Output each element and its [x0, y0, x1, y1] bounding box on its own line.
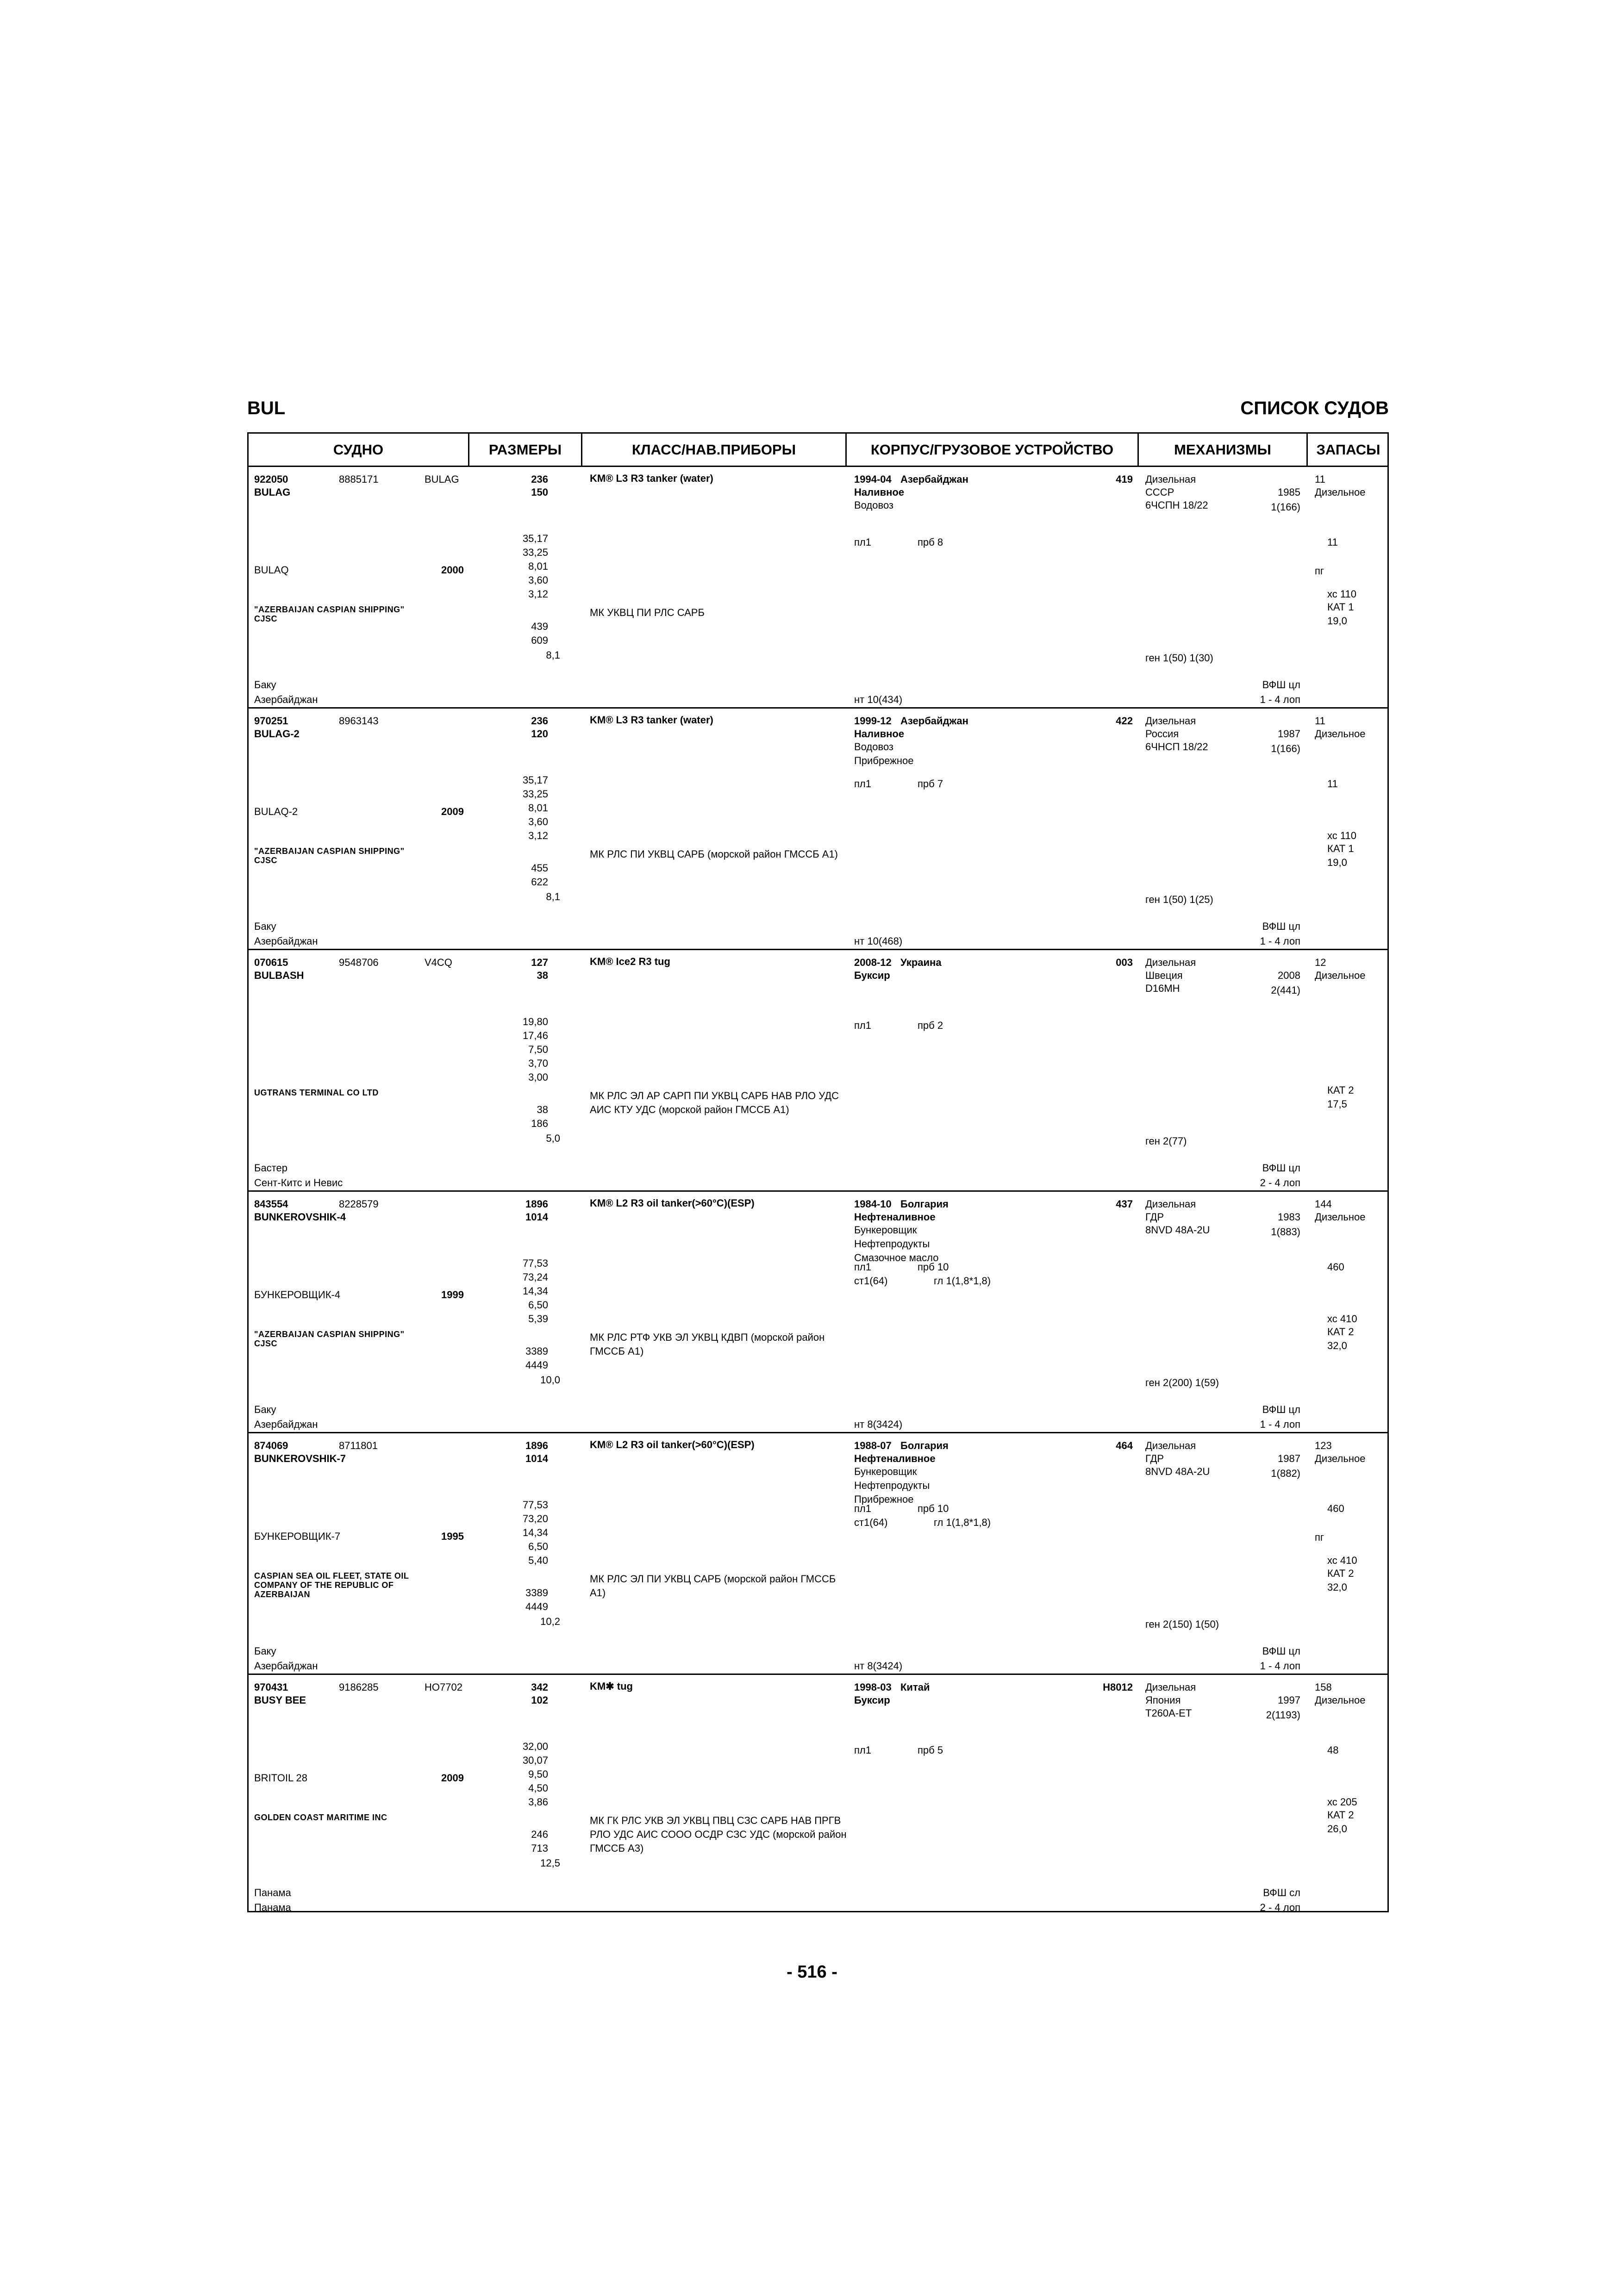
port-of-registry: Бастер: [254, 1162, 287, 1174]
cargo-types: [854, 1223, 938, 1265]
dims-item: 73,20: [522, 1513, 548, 1524]
imo-number: 8963143: [339, 715, 379, 727]
dims-item: 6,50: [528, 1541, 548, 1552]
dims-item: 3,60: [528, 816, 548, 828]
table-header: [249, 434, 1387, 467]
engine-country: ГДР: [1145, 1453, 1164, 1464]
fuel-tanks: нт 8(3424): [854, 1660, 903, 1672]
engine-type: Дизельная: [1145, 473, 1196, 485]
category: КАТ 1: [1327, 843, 1354, 854]
build-date: 1999-12: [854, 715, 892, 727]
fuel-tanks: нт 8(3424): [854, 1419, 903, 1430]
dimensions-list: [469, 1257, 548, 1326]
category-value: 19,0: [1327, 857, 1347, 868]
stores-note: пг: [1315, 1531, 1324, 1543]
cargo-item: Прибрежное: [854, 1493, 914, 1505]
column-header-vessel: СУДНО: [249, 434, 469, 466]
engine-model: 6ЧНСП 18/22: [1145, 741, 1208, 753]
ship-record: [249, 1192, 1387, 1433]
decks: пл1: [854, 1744, 871, 1756]
generators: ген 2(200) 1(59): [1145, 1377, 1219, 1388]
speed: 5,0: [546, 1132, 560, 1144]
fuel-kind: Дизельное: [1315, 1211, 1366, 1223]
propulsion: ВФШ сл: [1263, 1887, 1300, 1898]
ship-owner: "AZERBAIJAN CASPIAN SHIPPING" CJSC: [254, 605, 405, 623]
hull-number: H8012: [1103, 1681, 1133, 1693]
generators: ген 2(150) 1(50): [1145, 1618, 1219, 1630]
decks: пл1: [854, 536, 871, 548]
hull-number: 419: [1116, 473, 1133, 485]
engine-year: 2008: [1278, 970, 1300, 981]
former-name: BULAQ-2: [254, 806, 298, 817]
registry-number: 970251: [254, 715, 288, 727]
imo-number: 8711801: [339, 1440, 378, 1451]
dims-item: 14,34: [522, 1285, 548, 1297]
engine-country: СССР: [1145, 486, 1174, 498]
dimensions-list: [469, 773, 548, 843]
crew: 144: [1315, 1198, 1332, 1210]
hull-number: 422: [1116, 715, 1133, 727]
dims-item: 35,17: [522, 533, 548, 544]
engine-type: Дизельная: [1145, 1440, 1196, 1451]
flag-country: Азербайджан: [254, 935, 318, 947]
ship-name: BULAG-2: [254, 728, 300, 740]
cargo-types: [854, 1465, 930, 1506]
dims-item: 3,12: [528, 588, 548, 600]
flag-country: Азербайджан: [254, 1660, 318, 1672]
decks: пл1: [854, 1503, 871, 1514]
ship-owner: CASPIAN SEA OIL FLEET, STATE OIL COMPANY OF THE REPUBLIC OF AZERBAIJAN: [254, 1571, 409, 1599]
engine-type: Дизельная: [1145, 1681, 1196, 1693]
dims-item: 7,50: [528, 1044, 548, 1055]
ship-name: BULAG: [254, 486, 291, 498]
dims-item: 8,01: [528, 560, 548, 572]
bulkheads: прб 8: [918, 536, 943, 548]
net-tonnage: 102: [531, 1694, 548, 1706]
engine-model: D16MH: [1145, 983, 1180, 994]
fuel-kind: Дизельное: [1315, 1453, 1366, 1464]
engine-power: 1(166): [1271, 743, 1300, 754]
cargo-item: Водовоз: [854, 499, 894, 511]
ship-record: [249, 1433, 1387, 1675]
build-country: Азербайджан: [900, 715, 968, 727]
engine-type: Дизельная: [1145, 715, 1196, 727]
propellers: 1 - 4 лоп: [1260, 935, 1300, 947]
class-notation: KM® L2 R3 oil tanker(>60°C)(ESP): [590, 1197, 755, 1209]
ship-name: BULBASH: [254, 970, 304, 981]
port-of-registry: Панама: [254, 1887, 291, 1898]
ship-record: [249, 1675, 1387, 1916]
cargo-item: Нефтепродукты: [854, 1480, 930, 1491]
engine-country: ГДР: [1145, 1211, 1164, 1223]
crew: 123: [1315, 1440, 1332, 1451]
engine-power: 2(1193): [1266, 1709, 1300, 1721]
build-date: 1984-10: [854, 1198, 892, 1210]
propellers: 2 - 4 лоп: [1260, 1902, 1300, 1913]
vessel-type: Буксир: [854, 970, 890, 981]
fuel-tanks: нт 10(434): [854, 694, 903, 705]
stores-amount: 48: [1327, 1744, 1339, 1756]
former-name: BULAQ: [254, 564, 289, 576]
port-of-registry: Баку: [254, 1404, 276, 1415]
cargo-tanks: ст1(64): [854, 1517, 888, 1528]
category: КАТ 2: [1327, 1568, 1354, 1579]
bulkheads: прб 10: [918, 1503, 949, 1514]
column-header-stores: ЗАПАСЫ: [1316, 442, 1380, 458]
dims-item: 5,40: [528, 1555, 548, 1566]
ship-owner: GOLDEN COAST MARITIME INC: [254, 1813, 387, 1822]
ship-name: BUNKEROVSHIK-7: [254, 1453, 346, 1464]
cargo-item: Водовоз: [854, 741, 894, 753]
category-value: 17,5: [1327, 1098, 1347, 1110]
crew: 11: [1315, 715, 1325, 727]
dims-item: 9,50: [528, 1768, 548, 1780]
propellers: 1 - 4 лоп: [1260, 1660, 1300, 1672]
engine-country: Япония: [1145, 1694, 1181, 1706]
former-name-year: 1995: [441, 1531, 464, 1542]
engine-year: 1997: [1278, 1694, 1300, 1706]
cargo-item: Смазочное масло: [854, 1252, 939, 1263]
category-value: 32,0: [1327, 1581, 1347, 1593]
class-notation: KM® L3 R3 tanker (water): [590, 473, 713, 484]
dims-item: 73,24: [522, 1271, 548, 1283]
class-notation: KM✱ tug: [590, 1680, 633, 1692]
imo-number: 9186285: [339, 1681, 379, 1693]
decks: пл1: [854, 1020, 871, 1031]
speed: 10,0: [540, 1374, 560, 1386]
engine-country: Россия: [1145, 728, 1179, 740]
class-notation: KM® L3 R3 tanker (water): [590, 714, 713, 726]
dimensions-list: [469, 1498, 548, 1568]
port-of-registry: Баку: [254, 679, 276, 691]
engine-year: 1987: [1278, 1453, 1300, 1464]
class-notation: KM® Ice2 R3 tug: [590, 956, 670, 967]
dims-item: 19,80: [522, 1016, 548, 1027]
hull-number: 464: [1116, 1440, 1133, 1451]
vessel-type: Наливное: [854, 728, 905, 740]
navigation-equipment: МК УКВЦ ПИ РЛС САРБ: [590, 607, 705, 618]
call-sign: HO7702: [425, 1681, 462, 1693]
imo-number: 9548706: [339, 957, 379, 968]
vessel-type: Буксир: [854, 1694, 890, 1706]
endurance: хс 110: [1327, 830, 1356, 841]
port-of-registry: Баку: [254, 1645, 276, 1657]
speed: 8,1: [546, 891, 560, 902]
propulsion: ВФШ цл: [1262, 1404, 1300, 1415]
vessel-type: Нефтеналивное: [854, 1453, 936, 1464]
generators: ген 2(77): [1145, 1135, 1187, 1147]
ship-record: [249, 709, 1387, 950]
dw-item: 246: [531, 1829, 548, 1840]
call-sign: BULAG: [425, 473, 459, 485]
column-header-hull: КОРПУС/ГРУЗОВОЕ УСТРОЙСТВО: [847, 434, 1139, 466]
fuel-tanks: нт 10(468): [854, 935, 903, 947]
build-country: Китай: [900, 1681, 930, 1693]
dims-item: 77,53: [522, 1499, 548, 1511]
port-of-registry: Баку: [254, 921, 276, 932]
dims-item: 3,86: [528, 1796, 548, 1808]
net-tonnage: 38: [537, 970, 548, 981]
cargo-item: Прибрежное: [854, 755, 914, 766]
crew: 158: [1315, 1681, 1332, 1693]
engine-model: 6ЧСПН 18/22: [1145, 499, 1208, 511]
flag-country: Азербайджан: [254, 1419, 318, 1430]
stores-amount: 460: [1327, 1503, 1344, 1514]
section-code: BUL: [247, 398, 286, 418]
section-title: СПИСОК СУДОВ: [1240, 398, 1389, 418]
registry-number: 070615: [254, 957, 288, 968]
engine-country: Швеция: [1145, 970, 1183, 981]
build-country: Азербайджан: [900, 473, 968, 485]
dims-item: 5,39: [528, 1313, 548, 1325]
dw-item: 439: [531, 621, 548, 632]
stores-amount: 11: [1327, 778, 1338, 790]
dw-item: 38: [537, 1104, 548, 1115]
gross-tonnage: 236: [531, 715, 548, 727]
cargo-tanks: ст1(64): [854, 1275, 888, 1287]
dims-item: 17,46: [522, 1030, 548, 1041]
engine-year: 1985: [1278, 486, 1300, 498]
net-tonnage: 1014: [525, 1211, 548, 1223]
navigation-equipment: МК ГК РЛС УКВ ЭЛ УКВЦ ПВЦ СЗС САРБ НАВ ПРГВ РЛО УДС АИС СООО ОСДР СЗС УДС (морской район ГМССБ А3): [590, 1815, 847, 1854]
build-date: 1994-04: [854, 473, 892, 485]
generators: ген 1(50) 1(25): [1145, 894, 1213, 905]
speed: 8,1: [546, 649, 560, 661]
ship-record: [249, 950, 1387, 1192]
deadweight-list: [469, 861, 548, 889]
propulsion: ВФШ цл: [1262, 921, 1300, 932]
hull-number: 437: [1116, 1198, 1133, 1210]
flag-country: Азербайджан: [254, 694, 318, 705]
propulsion: ВФШ цл: [1262, 1645, 1300, 1657]
dw-item: 4449: [525, 1359, 548, 1371]
net-tonnage: 1014: [525, 1453, 548, 1464]
engine-power: 2(441): [1271, 984, 1300, 996]
propulsion: ВФШ цл: [1262, 679, 1300, 691]
imo-number: 8885171: [339, 473, 379, 485]
deadweight-list: [469, 1103, 548, 1131]
dw-item: 3389: [525, 1587, 548, 1599]
former-name: БУНКЕРОВЩИК-7: [254, 1531, 341, 1542]
stores-amount: 11: [1327, 536, 1338, 548]
bulkheads: прб 2: [918, 1020, 943, 1031]
engine-model: 8NVD 48A-2U: [1145, 1466, 1210, 1477]
endurance: хс 410: [1327, 1555, 1357, 1566]
gross-tonnage: 236: [531, 473, 548, 485]
endurance: хс 410: [1327, 1313, 1357, 1325]
bulkheads: прб 7: [918, 778, 943, 790]
deadweight-list: [469, 1828, 548, 1855]
column-header-machinery: МЕХАНИЗМЫ: [1139, 434, 1308, 466]
dims-item: 33,25: [522, 788, 548, 800]
ship-record: [249, 467, 1387, 709]
decks: пл1: [854, 778, 871, 790]
flag-country: Панама: [254, 1902, 291, 1913]
category-value: 19,0: [1327, 615, 1347, 627]
propellers: 1 - 4 лоп: [1260, 1419, 1300, 1430]
category: КАТ 2: [1327, 1326, 1354, 1338]
navigation-equipment: МК РЛС ЭЛ АР САРП ПИ УКВЦ САРБ НАВ РЛО УДС АИС КТУ УДС (морской район ГМССБ А1): [590, 1090, 839, 1115]
registry-number: 874069: [254, 1440, 288, 1451]
vessel-type: Нефтеналивное: [854, 1211, 936, 1223]
flag-country: Сент-Китс и Невис: [254, 1177, 343, 1188]
build-date: 1988-07: [854, 1440, 892, 1451]
former-name-year: 2009: [441, 806, 464, 817]
column-header-class: КЛАСС/НАВ.ПРИБОРЫ: [582, 434, 847, 466]
dims-item: 8,01: [528, 802, 548, 814]
propulsion: ВФШ цл: [1262, 1162, 1300, 1174]
gross-tonnage: 342: [531, 1681, 548, 1693]
dims-item: 3,70: [528, 1058, 548, 1069]
deadweight-list: [469, 1344, 548, 1372]
propellers: 2 - 4 лоп: [1260, 1177, 1300, 1188]
ship-register-table: [247, 432, 1389, 1912]
fuel-kind: Дизельное: [1315, 486, 1366, 498]
dims-item: 3,60: [528, 574, 548, 586]
endurance: хс 205: [1327, 1796, 1357, 1808]
dimensions-list: [469, 1740, 548, 1809]
dims-item: 30,07: [522, 1755, 548, 1766]
build-country: Болгария: [900, 1440, 949, 1451]
ship-owner: UGTRANS TERMINAL CO LTD: [254, 1088, 379, 1097]
category: КАТ 2: [1327, 1809, 1354, 1821]
gross-tonnage: 127: [531, 957, 548, 968]
former-name-year: 1999: [441, 1289, 464, 1300]
net-tonnage: 120: [531, 728, 548, 740]
dims-item: 35,17: [522, 774, 548, 786]
cargo-item: Нефтепродукты: [854, 1238, 930, 1250]
gross-tonnage: 1896: [525, 1198, 548, 1210]
propellers: 1 - 4 лоп: [1260, 694, 1300, 705]
registry-number: 843554: [254, 1198, 288, 1210]
build-country: Украина: [900, 957, 942, 968]
dims-item: 3,12: [528, 830, 548, 841]
engine-power: 1(883): [1271, 1226, 1300, 1238]
navigation-equipment: МК РЛС РТФ УКВ ЭЛ УКВЦ КДВП (морской район ГМССБ А1): [590, 1332, 825, 1357]
dims-item: 33,25: [522, 547, 548, 558]
net-tonnage: 150: [531, 486, 548, 498]
ship-owner: "AZERBAIJAN CASPIAN SHIPPING" CJSC: [254, 1330, 405, 1348]
column-header-dimensions: РАЗМЕРЫ: [469, 434, 582, 466]
engine-type: Дизельная: [1145, 957, 1196, 968]
dims-item: 32,00: [522, 1741, 548, 1752]
speed: 10,2: [540, 1616, 560, 1627]
crew: 12: [1315, 957, 1326, 968]
build-country: Болгария: [900, 1198, 949, 1210]
dw-item: 186: [531, 1118, 548, 1129]
ship-owner: "AZERBAIJAN CASPIAN SHIPPING" CJSC: [254, 846, 405, 865]
ship-name: BUSY BEE: [254, 1694, 306, 1706]
dims-item: 6,50: [528, 1299, 548, 1311]
navigation-equipment: МК РЛС ЭЛ ПИ УКВЦ САРБ (морской район ГМССБ А1): [590, 1573, 836, 1599]
dims-item: 14,34: [522, 1527, 548, 1538]
crew: 11: [1315, 473, 1325, 485]
decks: пл1: [854, 1261, 871, 1273]
dims-item: 4,50: [528, 1782, 548, 1794]
bulkheads: прб 10: [918, 1261, 949, 1273]
dimensions-list: [469, 532, 548, 601]
former-name: BRITOIL 28: [254, 1772, 307, 1784]
category: КАТ 1: [1327, 601, 1354, 613]
engine-power: 1(166): [1271, 501, 1300, 513]
dw-item: 713: [531, 1842, 548, 1854]
engine-type: Дизельная: [1145, 1198, 1196, 1210]
stores-amount: 460: [1327, 1261, 1344, 1273]
cargo-types: [854, 740, 914, 768]
engine-model: 8NVD 48A-2U: [1145, 1224, 1210, 1236]
imo-number: 8228579: [339, 1198, 379, 1210]
dimensions-list: [469, 1015, 548, 1084]
endurance: хс 110: [1327, 588, 1356, 600]
bulkheads: прб 5: [918, 1744, 943, 1756]
hull-number: 003: [1116, 957, 1133, 968]
former-name-year: 2009: [441, 1772, 464, 1784]
speed: 12,5: [540, 1857, 560, 1869]
former-name-year: 2000: [441, 564, 464, 576]
dw-item: 3389: [525, 1345, 548, 1357]
category-value: 26,0: [1327, 1823, 1347, 1835]
build-date: 2008-12: [854, 957, 892, 968]
generators: ген 1(50) 1(30): [1145, 652, 1213, 664]
registry-number: 922050: [254, 473, 288, 485]
dims-item: 77,53: [522, 1257, 548, 1269]
engine-power: 1(882): [1271, 1468, 1300, 1479]
deadweight-list: [469, 1586, 548, 1614]
engine-model: T260A-ET: [1145, 1707, 1192, 1719]
category-value: 32,0: [1327, 1340, 1347, 1351]
call-sign: V4CQ: [425, 957, 452, 968]
class-notation: KM® L2 R3 oil tanker(>60°C)(ESP): [590, 1439, 755, 1450]
ship-name: BUNKEROVSHIK-4: [254, 1211, 346, 1223]
hatches: гл 1(1,8*1,8): [934, 1517, 991, 1528]
hatches: гл 1(1,8*1,8): [934, 1275, 991, 1287]
cargo-item: Бункеровщик: [854, 1224, 917, 1236]
fuel-kind: Дизельное: [1315, 1694, 1366, 1706]
registry-number: 970431: [254, 1681, 288, 1693]
deadweight-list: [469, 620, 548, 647]
category: КАТ 2: [1327, 1084, 1354, 1096]
dw-item: 4449: [525, 1601, 548, 1612]
engine-year: 1987: [1278, 728, 1300, 740]
dw-item: 609: [531, 635, 548, 646]
build-date: 1998-03: [854, 1681, 892, 1693]
stores-note: пг: [1315, 565, 1324, 577]
dw-item: 622: [531, 876, 548, 888]
dims-item: 3,00: [528, 1071, 548, 1083]
fuel-kind: Дизельное: [1315, 728, 1366, 740]
cargo-item: Бункеровщик: [854, 1466, 917, 1477]
engine-year: 1983: [1278, 1211, 1300, 1223]
vessel-type: Наливное: [854, 486, 905, 498]
dw-item: 455: [531, 862, 548, 874]
gross-tonnage: 1896: [525, 1440, 548, 1451]
navigation-equipment: МК РЛС ПИ УКВЦ САРБ (морской район ГМССБ А1): [590, 848, 838, 860]
page-number: - 516 -: [787, 1962, 837, 1982]
fuel-kind: Дизельное: [1315, 970, 1366, 981]
former-name: БУНКЕРОВЩИК-4: [254, 1289, 341, 1300]
cargo-types: [854, 498, 893, 512]
